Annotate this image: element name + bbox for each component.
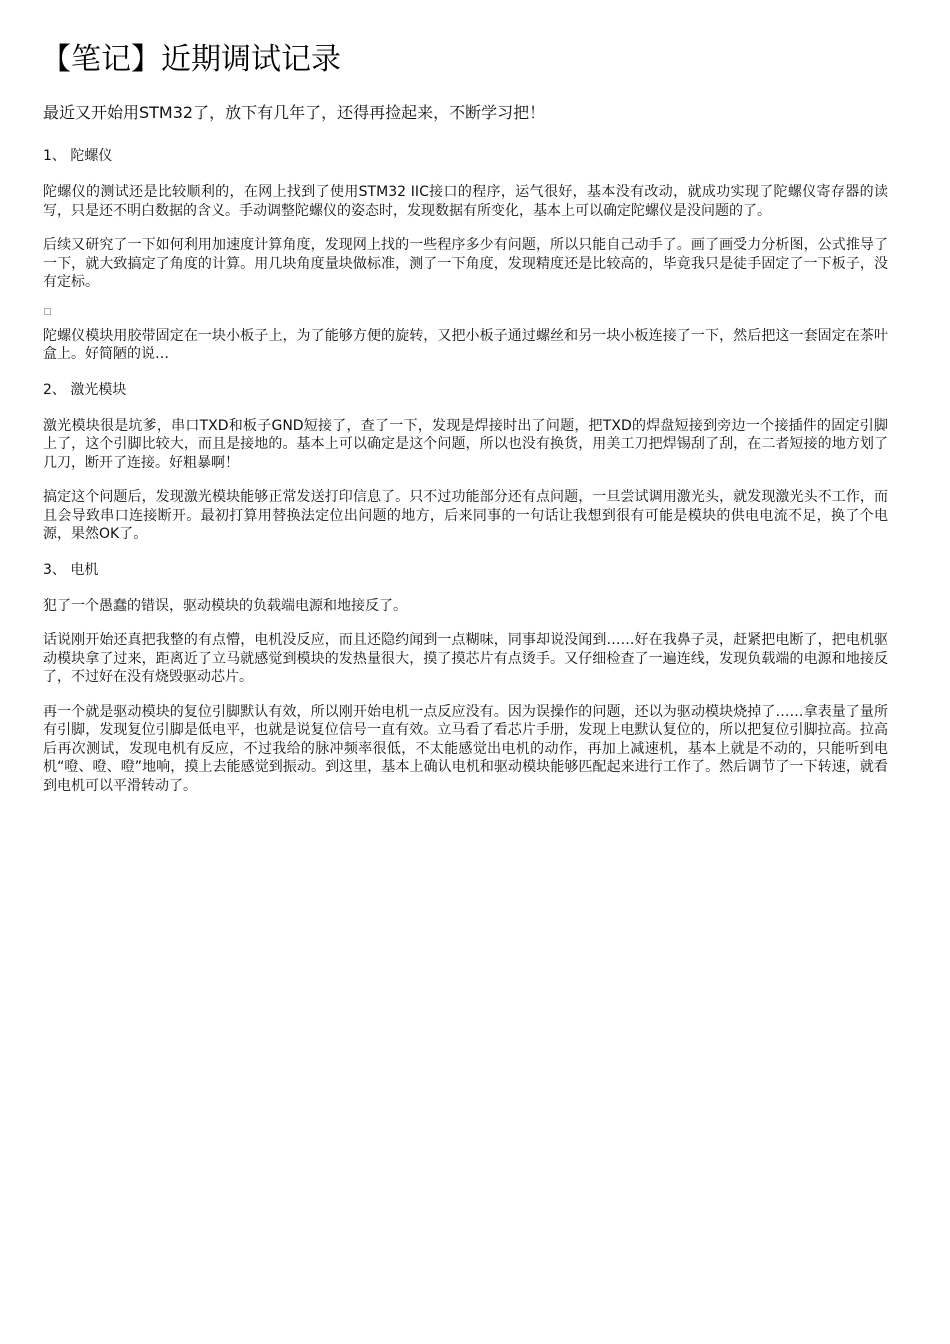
broken-image-icon — [44, 308, 51, 315]
section-heading: 3、 电机 — [43, 561, 99, 578]
page-title: 【笔记】近期调试记录 — [41, 42, 341, 77]
section-heading: 1、 陀螺仪 — [43, 148, 113, 164]
paragraph: 陀螺仪模块用胶带固定在一块小板子上，为了能够方便的旋转，又把小板子通过螺丝和另一块小板连接了一下，然后把这一套固定在茶叶盒上。好简陋的说… — [43, 327, 888, 362]
document-page — [43, 38, 888, 811]
section-motor — [43, 560, 888, 796]
intro-paragraph: 最近又开始用STM32了，放下有几年了，还得再捡起来，不断学习把！ — [43, 103, 546, 122]
paragraph: 犯了一个愚蠢的错误，驱动模块的负载端电源和地接反了。 — [43, 597, 407, 614]
paragraph: 话说刚开始还真把我整的有点懵，电机没反应，而且还隐约闻到一点糊味，同事却说没闻到……好在我鼻子灵，赶紧把电断了，把电机驱动模块拿了过来，距离近了立马就感觉到模块的发热量很大，摸了摸芯片有点烫手。又仔细检查了一遍连线，发现负载端的电源和地接反了，不过好在没有烧毁驱动芯片。 — [43, 632, 888, 685]
paragraph: 后续又研究了一下如何利用加速度计算角度，发现网上找的一些程序多少有问题，所以只能自己动手了。画了画受力分析图，公式推导了一下，就大致搞定了角度的计算。用几块角度量块做标准，测了一下角度，发现精度还是比较高的，毕竟我只是徒手固定了一下板子，没有定标。 — [43, 237, 888, 290]
paragraph: 激光模块很是坑爹，串口TXD和板子GND短接了，查了一下，发现是焊接时出了问题，把TXD的焊盘短接到旁边一个接插件的固定引脚上了，这个引脚比较大，而且是接地的。基本上可以确定是这个问题，所以也没有换货，用美工刀把焊锡刮了刮，在二者短接的地方划了几刀，断开了连接。好粗暴啊！ — [43, 417, 888, 471]
paragraph: 陀螺仪的测试还是比较顺利的，在网上找到了使用STM32 IIC接口的程序，运气很好，基本没有改动，就成功实现了陀螺仪寄存器的读写，只是还不明白数据的含义。手动调整陀螺仪的姿态时，发现数据有所变化，基本上可以确定陀螺仪是没问题的了。 — [43, 184, 888, 219]
section-heading: 2、 激光模块 — [43, 381, 127, 398]
paragraph: 再一个就是驱动模块的复位引脚默认有效，所以刚开始电机一点反应没有。因为误操作的问题，还以为驱动模块烧掉了……拿表量了量所有引脚，发现复位引脚是低电平，也就是说复位信号一直有效。立马看了看芯片手册，发现上电默认复位的，所以把复位引脚拉高。拉高后再次测试，发现电机有反应，不过我给的脉冲频率很低，不太能感觉出电机的动作，再加上减速机，基本上就是不动的，只能听到电机“噔、噔、噔”地响，摸上去能感觉到振动。到这里，基本上确认电机和驱动模块能够匹配起来进行工作了。然后调节了一下转速，就看到电机可以平滑转动了。 — [43, 703, 888, 794]
section-gyroscope — [43, 146, 888, 364]
paragraph: 搞定这个问题后，发现激光模块能够正常发送打印信息了。只不过功能部分还有点问题，一旦尝试调用激光头，就发现激光头不工作，而且会导致串口连接断开。最初打算用替换法定位出问题的地方，后来同事的一句话让我想到很有可能是模块的供电电流不足，换了个电源，果然OK了。 — [43, 489, 888, 542]
section-laser-module — [43, 380, 888, 544]
